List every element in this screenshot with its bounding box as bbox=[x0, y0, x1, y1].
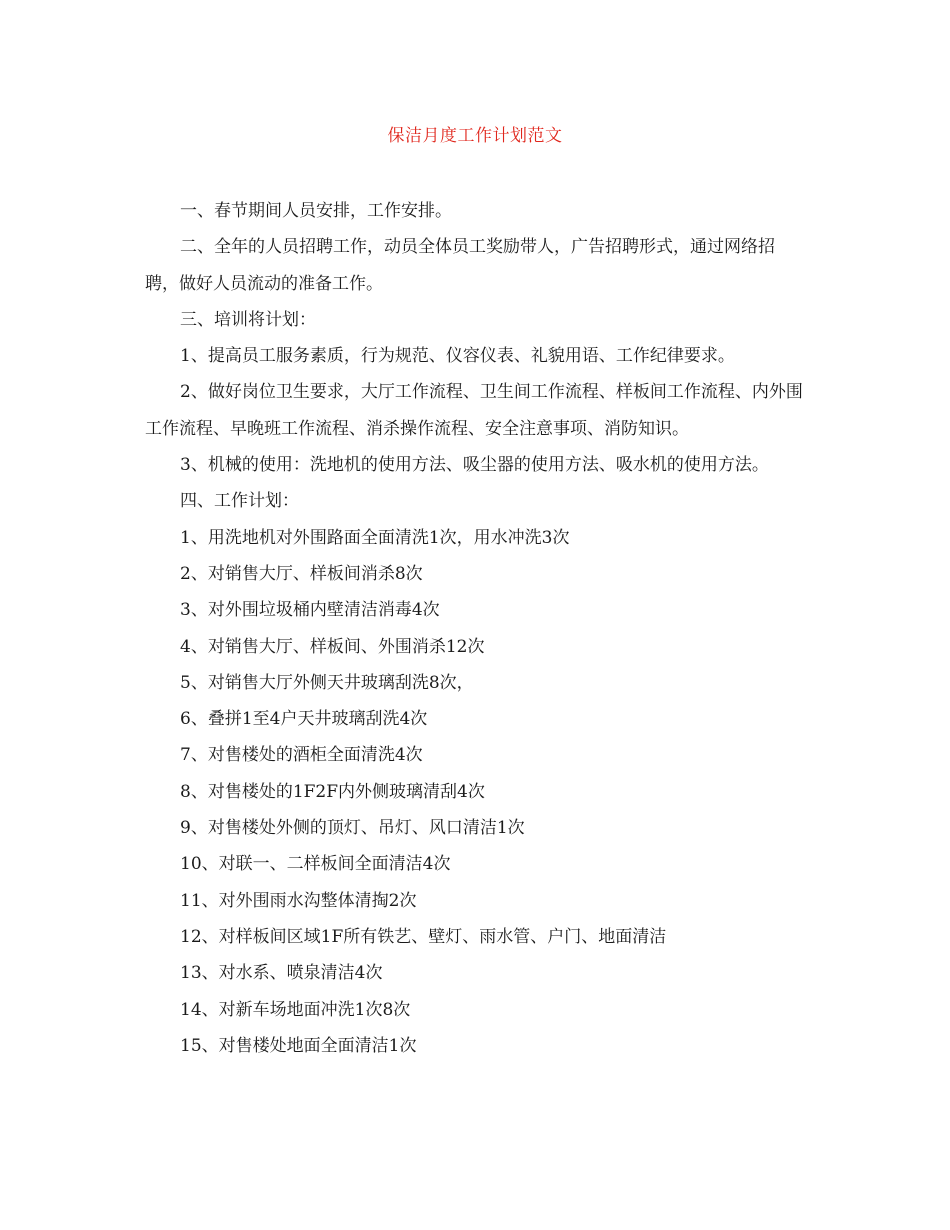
paragraph-section-1: 一、春节期间人员安排，工作安排。 bbox=[180, 201, 452, 221]
plan-item-2: 2、对销售大厅、样板间消杀8次 bbox=[180, 563, 423, 584]
plan-item-7: 7、对售楼处的酒柜全面清洗4次 bbox=[180, 745, 423, 766]
plan-item-10: 10、对联一、二样板间全面清洁4次 bbox=[180, 854, 451, 875]
paragraph-section-2: 二、全年的人员招聘工作，动员全体员工奖励带人，广告招聘形式，通过网络招聘，做好人员流动的准备工作。 bbox=[145, 237, 775, 294]
paragraph-section-3: 三、培训将计划： bbox=[180, 309, 316, 330]
plan-item-3: 3、对外围垃圾桶内壁清洁消毒4次 bbox=[180, 600, 440, 621]
plan-item-13: 13、对水系、喷泉清洁4次 bbox=[180, 963, 383, 984]
paragraph-training-2: 2、做好岗位卫生要求，大厅工作流程、卫生间工作流程、样板间工作流程、内外围工作流程、早晚班工作流程、消杀操作流程、安全注意事项、消防知识。 bbox=[145, 382, 803, 439]
document-body bbox=[145, 193, 805, 1064]
plan-item-14: 14、对新车场地面冲洗1次8次 bbox=[180, 999, 411, 1020]
plan-item-4: 4、对销售大厅、样板间、外围消杀12次 bbox=[180, 636, 485, 657]
plan-item-8: 8、对售楼处的1F2F内外侧玻璃清刮4次 bbox=[180, 781, 485, 802]
plan-item-12: 12、对样板间区域1F所有铁艺、壁灯、雨水管、户门、地面清洁 bbox=[180, 926, 667, 947]
paragraph-training-1: 1、提高员工服务素质，行为规范、仪容仪表、礼貌用语、工作纪律要求。 bbox=[180, 346, 735, 367]
paragraph-training-3: 3、机械的使用：洗地机的使用方法、吸尘器的使用方法、吸水机的使用方法。 bbox=[180, 455, 769, 476]
plan-item-9: 9、对售楼处外侧的顶灯、吊灯、风口清洁1次 bbox=[180, 818, 525, 839]
paragraph-section-4: 四、工作计划： bbox=[180, 491, 299, 512]
plan-item-11: 11、对外围雨水沟整体清掏2次 bbox=[180, 890, 417, 911]
plan-item-6: 6、叠拼1至4户天井玻璃刮洗4次 bbox=[180, 709, 428, 730]
plan-item-5: 5、对销售大厅外侧天井玻璃刮洗8次， bbox=[180, 672, 474, 693]
plan-item-15: 15、对售楼处地面全面清洁1次 bbox=[180, 1035, 417, 1056]
plan-item-1: 1、用洗地机对外围路面全面清洗1次，用水冲洗3次 bbox=[180, 527, 570, 548]
document-title: 保洁月度工作计划范文 bbox=[387, 126, 563, 146]
